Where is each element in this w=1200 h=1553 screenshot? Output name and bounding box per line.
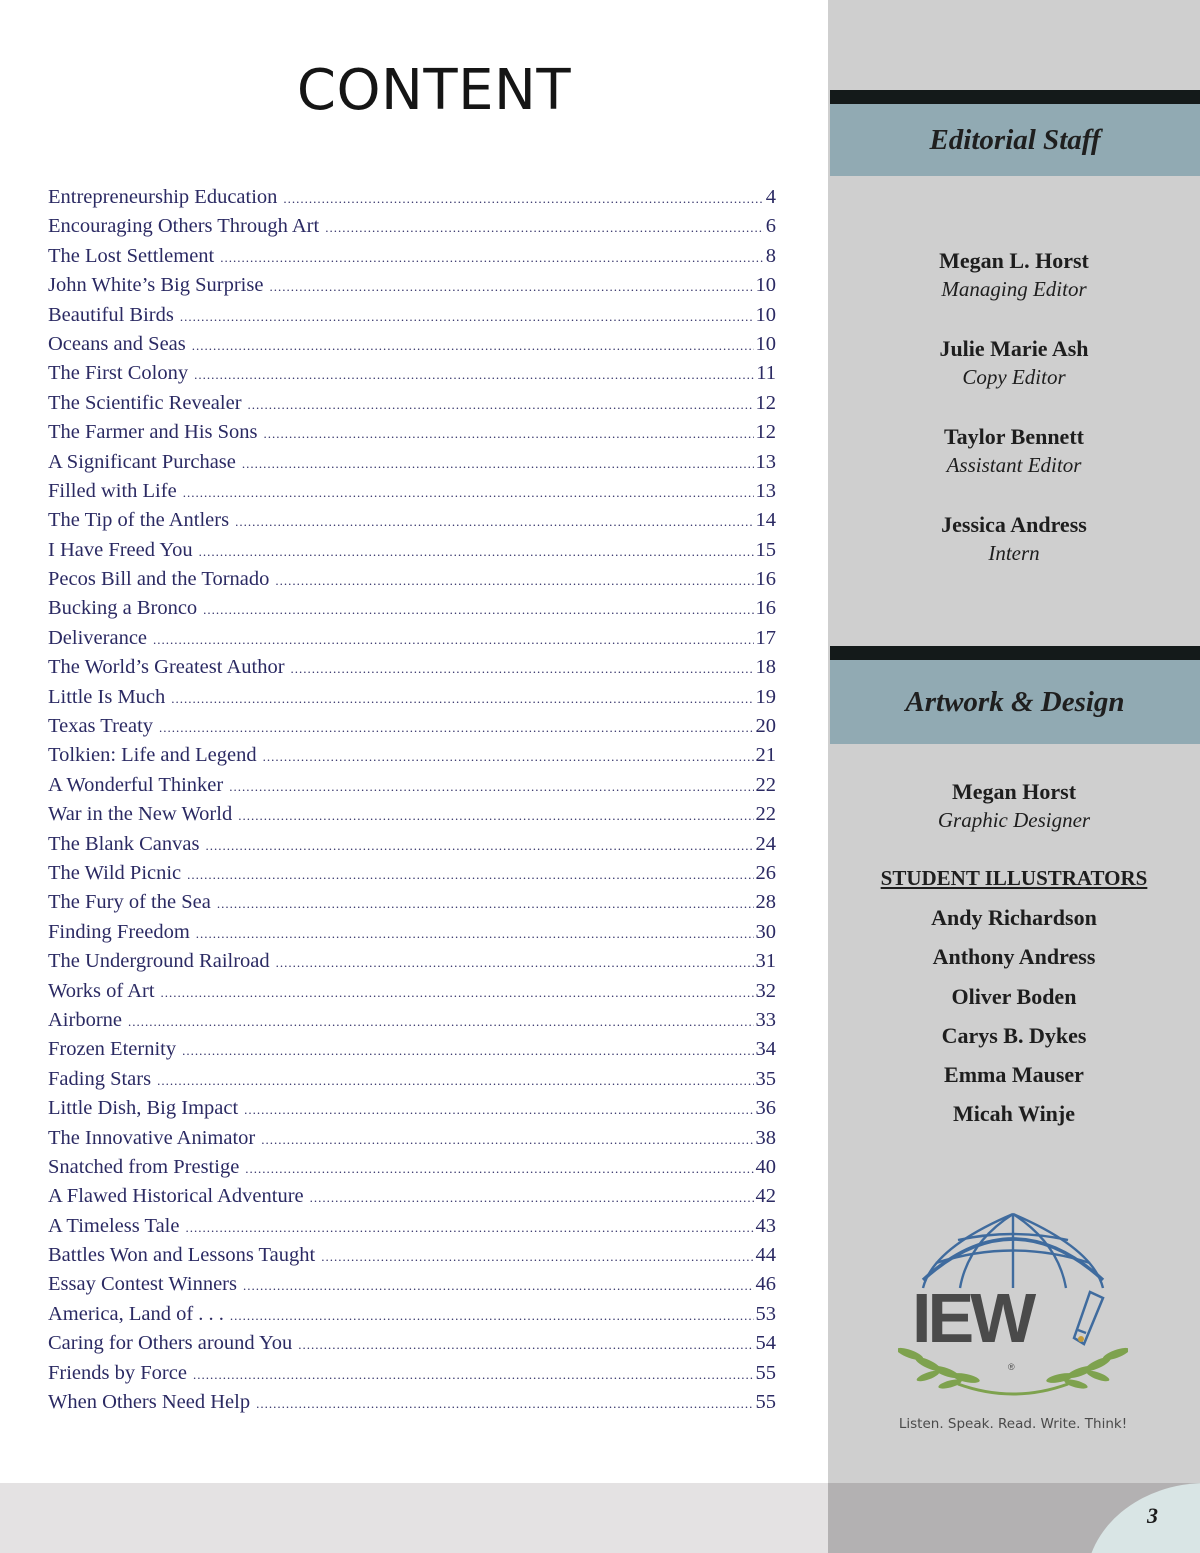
toc-entry-title: A Timeless Tale (48, 1214, 180, 1237)
illustrator-name: Carys B. Dykes (941, 1022, 1087, 1048)
staff-name: Julie Marie Ash (939, 336, 1089, 361)
toc-entry-page: 30 (755, 920, 776, 943)
dot-leader (171, 691, 753, 707)
toc-entry (48, 1009, 776, 1038)
toc-entry-title: The Tip of the Antlers (48, 509, 230, 532)
editorial-staff-band (830, 104, 1200, 176)
iew-logo (898, 1208, 1128, 1438)
pen-icon (1074, 1292, 1103, 1344)
toc-entry-title: Essay Contest Winners (48, 1273, 237, 1296)
toc-entry-title: Friends by Force (48, 1361, 187, 1384)
page-number: 3 (1147, 1503, 1158, 1528)
toc-entry-title: Deliverance (48, 626, 148, 649)
divider-bar (830, 646, 1200, 660)
dot-leader (229, 779, 753, 795)
toc-entry-page: 36 (755, 1097, 776, 1120)
toc-entry-title: A Significant Purchase (48, 450, 236, 473)
toc-entry-page: 44 (755, 1244, 776, 1267)
toc-entry-title: The Farmer and His Sons (48, 421, 258, 444)
staff-member (828, 246, 1200, 304)
dot-leader (199, 544, 754, 560)
toc-entry-page: 20 (755, 715, 776, 738)
toc-entry-title: Caring for Others around You (48, 1332, 293, 1355)
toc-entry (48, 744, 776, 773)
dot-leader (185, 1220, 753, 1236)
toc-entry-title: The Blank Canvas (48, 832, 200, 855)
toc-entry-title: Frozen Eternity (48, 1038, 177, 1061)
toc-entry-page: 26 (755, 861, 776, 884)
staff-role: Managing Editor (941, 277, 1087, 301)
artwork-design-band (830, 660, 1200, 744)
staff-role: Copy Editor (962, 365, 1066, 389)
toc-entry-page: 18 (755, 656, 776, 679)
footer-sidebar-band (828, 1483, 1200, 1553)
dot-leader (183, 485, 754, 501)
toc-entry-title: The World’s Greatest Author (48, 656, 285, 679)
toc-entry-page: 10 (755, 332, 776, 355)
toc-entry-page: 42 (755, 1185, 776, 1208)
toc-entry-page: 13 (755, 450, 776, 473)
dot-leader (238, 808, 753, 824)
toc-entry (48, 774, 776, 803)
dot-leader (192, 338, 754, 354)
staff-name: Jessica Andress (941, 512, 1087, 537)
toc-entry (48, 627, 776, 656)
toc-entry-page: 22 (755, 773, 776, 796)
dot-leader (203, 602, 753, 618)
toc-entry-page: 31 (755, 950, 776, 973)
toc-entry-title: Filled with Life (48, 479, 177, 502)
toc-entry-title: Fading Stars (48, 1067, 152, 1090)
toc-entry (48, 980, 776, 1009)
toc-entry-title: Beautiful Birds (48, 303, 174, 326)
toc-entry-title: The Fury of the Sea (48, 891, 211, 914)
toc-entry-page: 10 (755, 274, 776, 297)
dot-leader (269, 279, 753, 295)
toc-entry (48, 656, 776, 685)
toc-entry (48, 568, 776, 597)
toc-entry-page: 35 (755, 1067, 776, 1090)
toc-entry-title: Pecos Bill and the Tornado (48, 568, 270, 591)
dot-leader (243, 1278, 754, 1294)
toc-entry (48, 1097, 776, 1126)
dot-leader (263, 749, 754, 765)
toc-entry (48, 833, 776, 862)
toc-entry-page: 28 (755, 891, 776, 914)
dot-leader (256, 1396, 753, 1412)
toc-entry-title: A Wonderful Thinker (48, 773, 224, 796)
toc-entry-page: 21 (755, 744, 776, 767)
dot-leader (196, 926, 754, 942)
staff-member (828, 422, 1200, 480)
dot-leader (220, 250, 764, 266)
designer (828, 777, 1200, 835)
logo-text: IEW (912, 1279, 1033, 1357)
toc-entry-title: When Others Need Help (48, 1391, 251, 1414)
dot-leader (230, 1308, 754, 1324)
illustrator-name: Emma Mauser (944, 1062, 1084, 1088)
toc-entry-page: 12 (755, 421, 776, 444)
toc-entry-title: Tolkien: Life and Legend (48, 744, 257, 767)
toc-entry-title: Works of Art (48, 979, 155, 1002)
toc-entry-title: Snatched from Prestige (48, 1155, 240, 1178)
dot-leader (153, 632, 753, 648)
dot-leader (194, 367, 754, 383)
toc-entry-page: 34 (755, 1038, 776, 1061)
toc-entry (48, 421, 776, 450)
toc-entry-title: Entrepreneurship Education (48, 186, 278, 208)
toc-entry (48, 921, 776, 950)
toc-entry (48, 1332, 776, 1361)
toc-entry-page: 12 (755, 391, 776, 414)
toc-entry-page: 43 (755, 1214, 776, 1237)
toc-entry-title: Oceans and Seas (48, 332, 186, 355)
dot-leader (187, 867, 753, 883)
dot-leader (275, 573, 753, 589)
toc-entry (48, 304, 776, 333)
artwork-design-heading: Artwork & Design (905, 685, 1125, 718)
toc-entry-title: The Innovative Animator (48, 1126, 256, 1149)
dot-leader (235, 514, 753, 530)
toc-entry-page: 33 (755, 1008, 776, 1031)
toc-entry-page: 32 (755, 979, 776, 1002)
toc-entry (48, 1215, 776, 1244)
toc-entry (48, 215, 776, 244)
dot-leader (128, 1014, 753, 1030)
dot-leader (245, 1161, 753, 1177)
toc-entry (48, 891, 776, 920)
toc-entry-title: America, Land of . . . (48, 1302, 224, 1325)
toc-entry-title: Bucking a Bronco (48, 597, 198, 620)
toc-entry-title: Encouraging Others Through Art (48, 215, 320, 238)
toc-entry-page: 8 (765, 244, 776, 267)
toc-entry-title: Little Is Much (48, 685, 166, 708)
staff-name: Taylor Bennett (944, 424, 1084, 449)
toc-entry (48, 862, 776, 891)
dot-leader (182, 1043, 753, 1059)
toc-entry-page: 22 (755, 803, 776, 826)
toc-entry (48, 392, 776, 421)
toc-entry-page: 55 (755, 1361, 776, 1384)
illustrator-name: Oliver Boden (951, 983, 1077, 1009)
toc-entry-title: Airborne (48, 1008, 123, 1031)
dot-leader (276, 955, 754, 971)
dot-leader (291, 661, 754, 677)
dot-leader (205, 838, 753, 854)
toc-entry-page: 16 (755, 597, 776, 620)
toc-entry (48, 1273, 776, 1302)
toc-entry (48, 274, 776, 303)
footer-band (0, 1483, 828, 1553)
dot-leader (242, 456, 754, 472)
illustrator-name: Micah Winje (952, 1101, 1076, 1127)
globe-icon (923, 1214, 1103, 1288)
toc-entry-title: I Have Freed You (48, 538, 193, 561)
toc-entry (48, 333, 776, 362)
dot-leader (157, 1073, 753, 1089)
toc-entry-page: 14 (755, 509, 776, 532)
toc-entry (48, 539, 776, 568)
toc-entry-page: 38 (755, 1126, 776, 1149)
toc-entry-title: War in the New World (48, 803, 233, 826)
dot-leader (159, 720, 753, 736)
toc-entry (48, 1362, 776, 1391)
pen-nib-dot (1078, 1336, 1084, 1342)
toc-entry-title: The Wild Picnic (48, 861, 182, 884)
dot-leader (310, 1190, 754, 1206)
toc-entry-title: John White’s Big Surprise (48, 274, 264, 297)
toc-entry-page: 19 (755, 685, 776, 708)
toc-entry (48, 686, 776, 715)
designer-name: Megan Horst (951, 779, 1077, 804)
dot-leader (261, 1132, 753, 1148)
toc-entry (48, 1156, 776, 1185)
dot-leader (244, 1102, 753, 1118)
toc-entry (48, 1185, 776, 1214)
design-staff (828, 777, 1200, 1134)
staff-member (828, 334, 1200, 392)
toc-entry-title: The First Colony (48, 362, 189, 385)
toc-entry-page: 53 (755, 1302, 776, 1325)
page-number-tab (1086, 1483, 1200, 1553)
dot-leader (248, 397, 754, 413)
designer-role: Graphic Designer (937, 808, 1091, 832)
toc-entry-page: 17 (755, 626, 776, 649)
toc-entry-page: 6 (765, 215, 776, 238)
toc-entry-title: The Lost Settlement (48, 244, 215, 267)
toc-entry (48, 1068, 776, 1097)
dot-leader (283, 191, 763, 207)
logo-tagline: Listen. Speak. Read. Write. Think! (898, 1416, 1128, 1432)
divider-bar (830, 90, 1200, 104)
toc-entry (48, 950, 776, 979)
toc-entry-page: 46 (755, 1273, 776, 1296)
toc-entry (48, 245, 776, 274)
page-title: CONTENT (296, 58, 572, 123)
staff-name: Megan L. Horst (939, 248, 1089, 273)
toc-entry-title: Little Dish, Big Impact (48, 1097, 239, 1120)
sidebar (828, 0, 1200, 1483)
toc-entry (48, 803, 776, 832)
toc-entry-page: 13 (755, 479, 776, 502)
toc-entry-title: The Scientific Revealer (48, 391, 242, 414)
toc-entry (48, 362, 776, 391)
toc-entry-page: 16 (755, 568, 776, 591)
toc-entry-title: The Underground Railroad (48, 950, 270, 973)
toc-entry (48, 597, 776, 626)
toc-entry-page: 15 (755, 538, 776, 561)
toc-entry (48, 715, 776, 744)
illustrator-name: Andy Richardson (931, 905, 1097, 930)
illustrator-name: Anthony Andress (932, 944, 1096, 970)
toc-entry-page: 40 (755, 1155, 776, 1178)
staff-role: Assistant Editor (946, 453, 1082, 477)
toc-entry (48, 1038, 776, 1067)
registered-mark: ® (1008, 1362, 1015, 1372)
toc-entry-page: 4 (765, 186, 776, 208)
toc-entry (48, 509, 776, 538)
toc-entry-page: 54 (755, 1332, 776, 1355)
dot-leader (217, 896, 754, 912)
toc-entry-page: 24 (755, 832, 776, 855)
toc-entry (48, 1244, 776, 1273)
dot-leader (193, 1367, 754, 1383)
dot-leader (161, 985, 754, 1001)
toc-entry (48, 1127, 776, 1156)
toc-entry-page: 55 (755, 1391, 776, 1414)
staff-member (828, 510, 1200, 568)
toc-entry-title: Finding Freedom (48, 920, 190, 943)
toc-entry (48, 480, 776, 509)
toc-entry (48, 1391, 776, 1420)
dot-leader (321, 1249, 753, 1265)
toc-entry-page: 10 (755, 303, 776, 326)
dot-leader (298, 1337, 753, 1353)
illustrators-heading: STUDENT ILLUSTRATORS (880, 866, 1148, 890)
editorial-staff-list (828, 246, 1200, 598)
toc-entry-title: Battles Won and Lessons Taught (48, 1244, 316, 1267)
toc-entry-page: 11 (756, 362, 776, 385)
toc-entry (48, 451, 776, 480)
dot-leader (180, 309, 754, 325)
table-of-contents (48, 186, 776, 1420)
editorial-staff-heading: Editorial Staff (929, 123, 1101, 156)
toc-entry (48, 1303, 776, 1332)
staff-role: Intern (988, 541, 1040, 565)
toc-entry-title: Texas Treaty (48, 715, 154, 738)
toc-entry (48, 186, 776, 215)
toc-entry-title: A Flawed Historical Adventure (48, 1185, 304, 1208)
dot-leader (325, 220, 764, 236)
dot-leader (264, 426, 754, 442)
